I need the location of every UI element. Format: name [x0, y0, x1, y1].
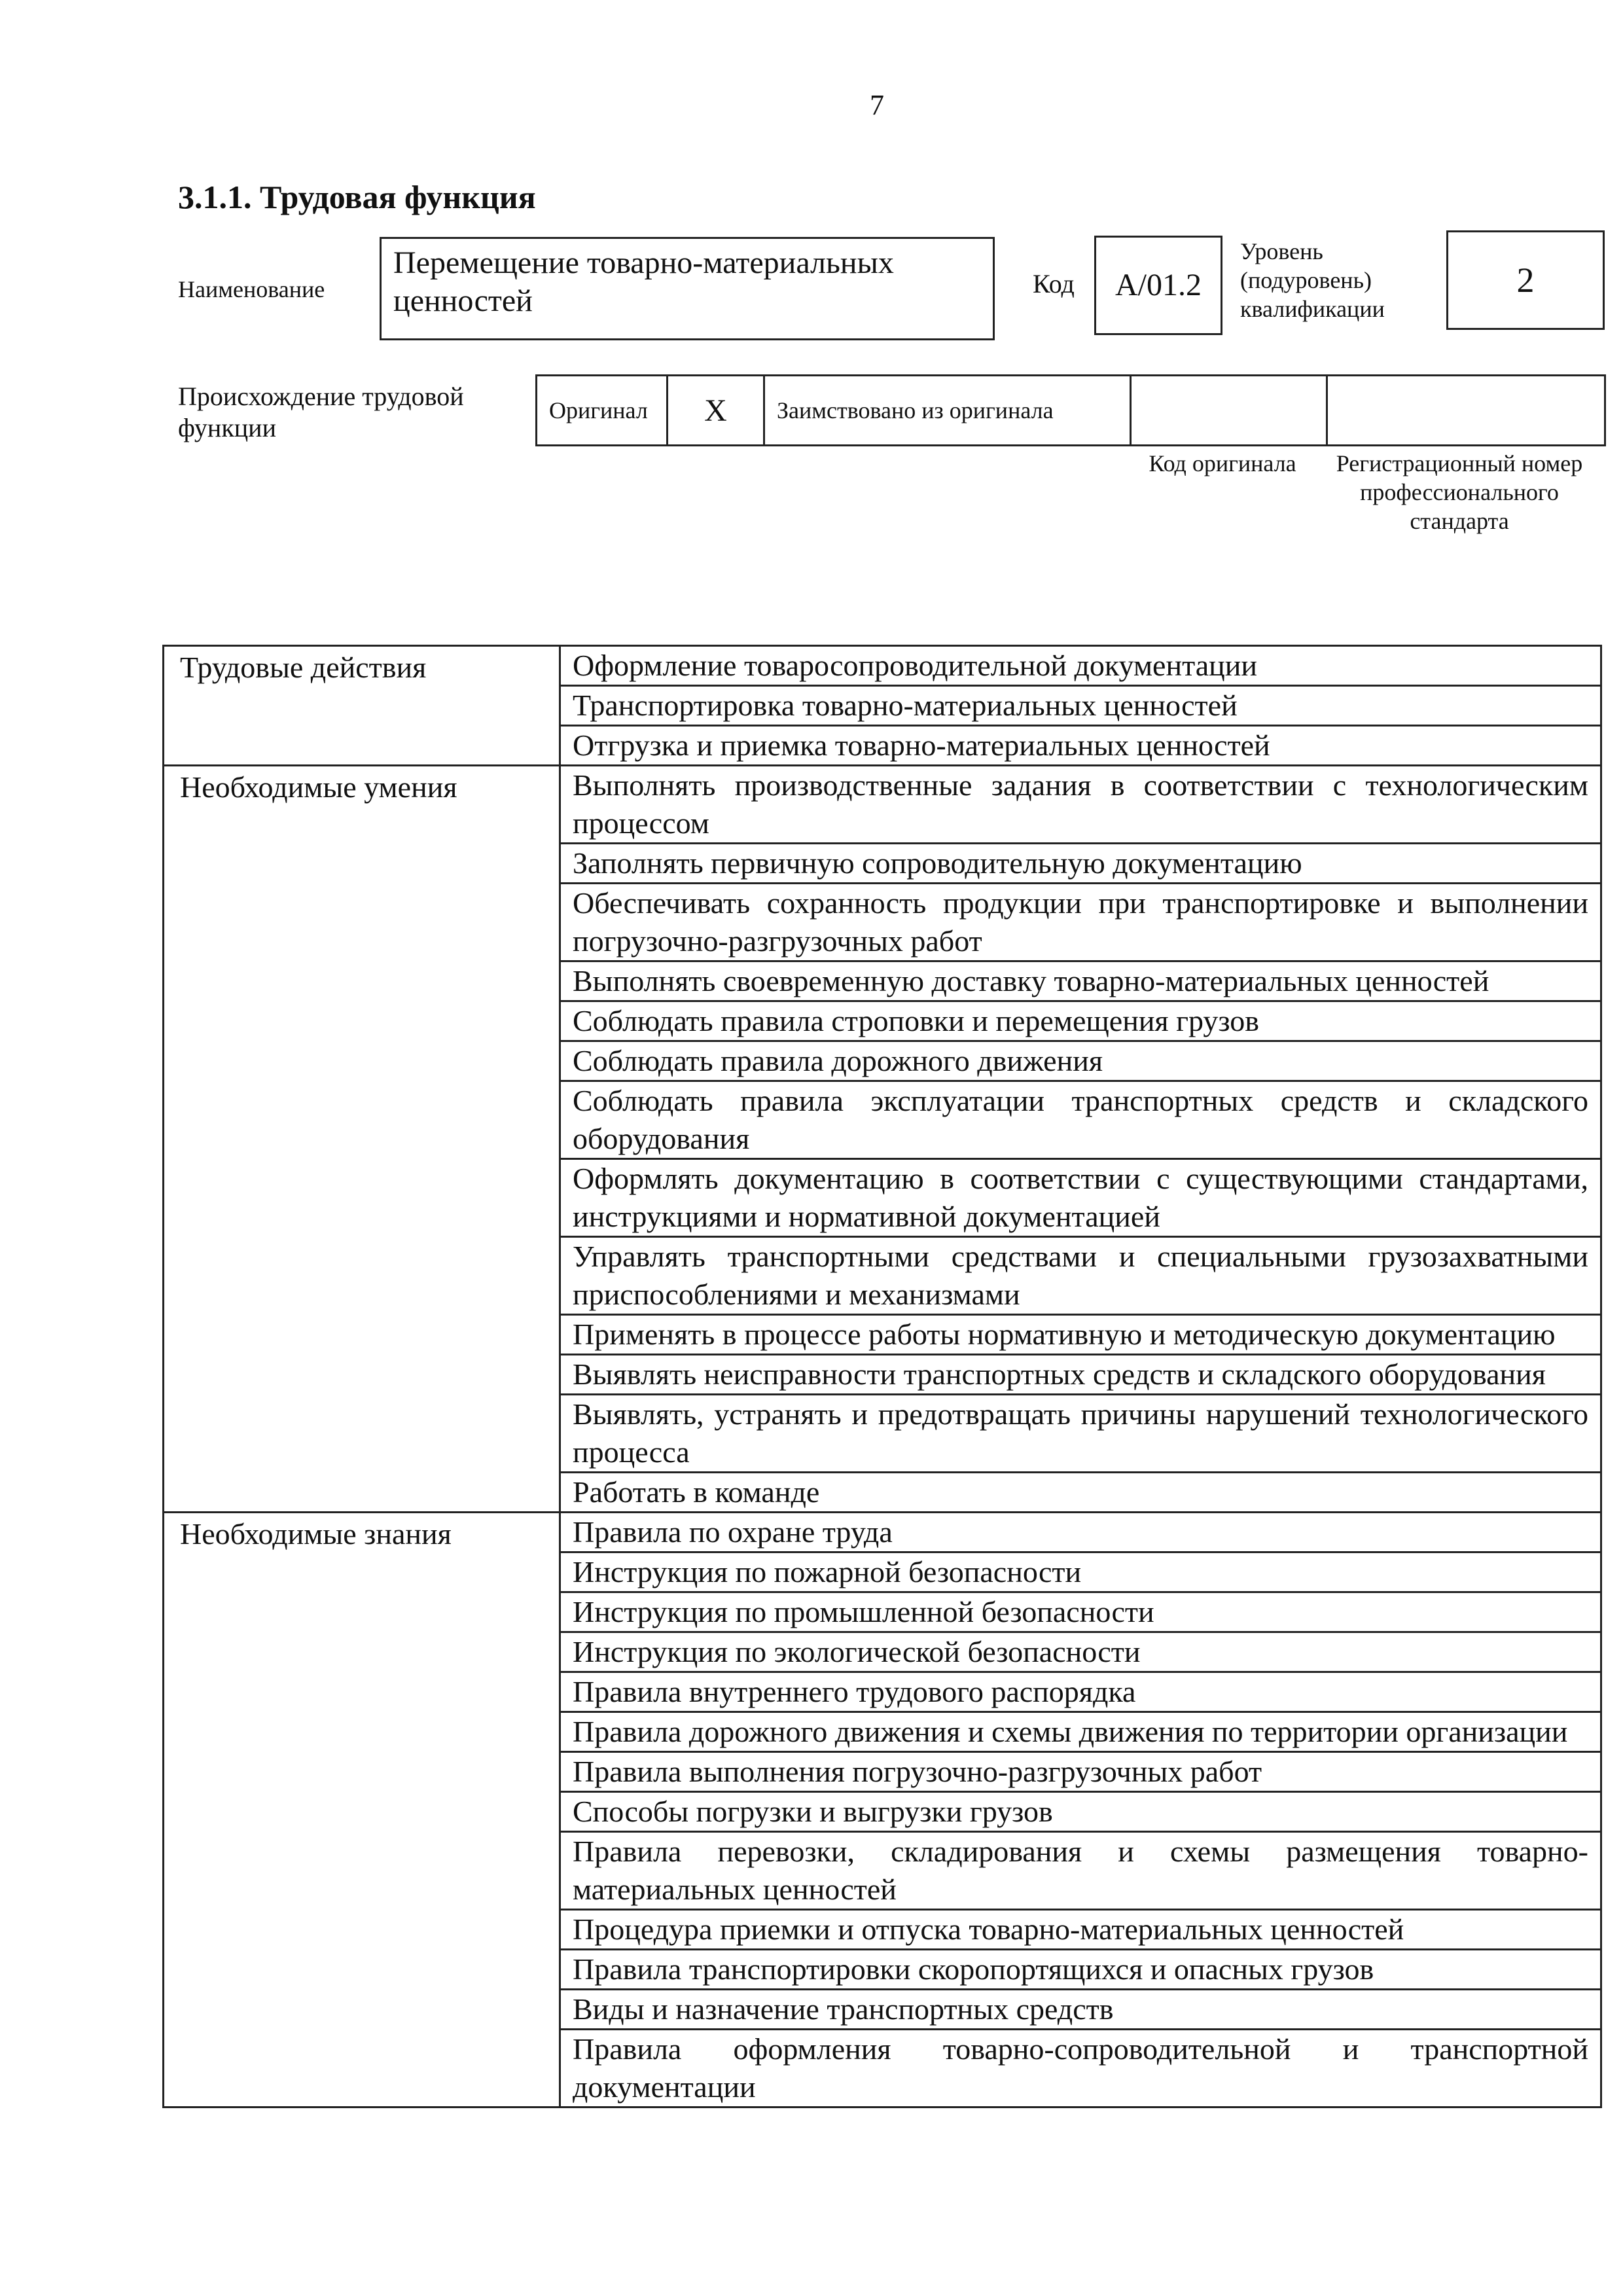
reg-number-caption: Регистрационный номер профессионального стандарта [1336, 450, 1583, 534]
table-item: Транспортировка товарно-материальных ценностей [560, 686, 1601, 726]
table-item: Способы погрузки и выгрузки грузов [560, 1792, 1601, 1832]
origin-row [535, 374, 1606, 446]
table-item: Соблюдать правила дорожного движения [560, 1041, 1601, 1081]
table-item: Выявлять неисправности транспортных средств и складского оборудования [560, 1355, 1601, 1395]
naming-label: Наименование [178, 276, 325, 302]
code-label: Код [1033, 269, 1075, 298]
table-item: Соблюдать правила эксплуатации транспортных средств и складского оборудования [560, 1081, 1601, 1159]
table-item: Правила транспортировки скоропортящихся и опасных грузов [560, 1950, 1601, 1990]
category-cell: Трудовые действия [164, 646, 560, 766]
table-item: Правила перевозки, складирования и схемы размещения товарно-материальных ценностей [560, 1832, 1601, 1910]
table-item: Применять в процессе работы нормативную и методическую документацию [560, 1315, 1601, 1355]
table-item: Правила оформления товарно-сопроводительной и транспортной документации [560, 2030, 1601, 2108]
table-item: Соблюдать правила строповки и перемещения грузов [560, 1001, 1601, 1041]
table-item: Правила дорожного движения и схемы движения по территории организации [560, 1712, 1601, 1752]
qualification-level-label: Уровень (подуровень) квалификации [1240, 238, 1385, 322]
qualification-level-value: 2 [1446, 230, 1605, 330]
table-item: Заполнять первичную сопроводительную документацию [560, 844, 1601, 884]
table-item: Виды и назначение транспортных средств [560, 1990, 1601, 2030]
origin-reg-cell [1328, 376, 1604, 444]
origin-borrowed-label: Заимствовано из оригинала [765, 376, 1132, 444]
origin-original-label: Оригинал [537, 376, 668, 444]
table-item: Обеспечивать сохранность продукции при транспортировке и выполнении погрузочно-разгрузочных работ [560, 884, 1601, 961]
table-item: Инструкция по пожарной безопасности [560, 1552, 1601, 1592]
labor-function-table [162, 645, 1602, 2108]
table-item: Выполнять производственные задания в соответствии с технологическим процессом [560, 766, 1601, 844]
original-code-caption: Код оригинала [1149, 450, 1296, 476]
table-item: Процедура приемки и отпуска товарно-материальных ценностей [560, 1910, 1601, 1950]
origin-original-mark: X [668, 376, 765, 444]
table-item: Оформление товаросопроводительной документации [560, 646, 1601, 686]
table-item: Правила внутреннего трудового распорядка [560, 1672, 1601, 1712]
table-item: Работать в команде [560, 1473, 1601, 1513]
page-number: 7 [870, 89, 884, 121]
origin-code-cell [1132, 376, 1328, 444]
table-row [164, 1513, 1601, 1552]
category-cell: Необходимые знания [164, 1513, 560, 2108]
table-item: Правила по охране труда [560, 1513, 1601, 1552]
section-title: 3.1.1. Трудовая функция [178, 179, 536, 215]
table-item: Управлять транспортными средствами и специальными грузозахватными приспособлениями и механизмами [560, 1237, 1601, 1315]
naming-value: Перемещение товарно-материальных ценностей [380, 237, 995, 340]
category-cell: Необходимые умения [164, 766, 560, 1513]
table-item: Инструкция по промышленной безопасности [560, 1592, 1601, 1632]
table-row [164, 766, 1601, 844]
table-item: Оформлять документацию в соответствии с существующими стандартами, инструкциями и нормативной документацией [560, 1159, 1601, 1237]
origin-label: Происхождение трудовой функции [178, 382, 464, 442]
table-item: Инструкция по экологической безопасности [560, 1632, 1601, 1672]
table-item: Выявлять, устранять и предотвращать причины нарушений технологического процесса [560, 1395, 1601, 1473]
table-item: Отгрузка и приемка товарно-материальных ценностей [560, 726, 1601, 766]
table-item: Правила выполнения погрузочно-разгрузочных работ [560, 1752, 1601, 1792]
code-value: А/01.2 [1094, 236, 1222, 335]
table-item: Выполнять своевременную доставку товарно-материальных ценностей [560, 961, 1601, 1001]
table-row [164, 646, 1601, 686]
